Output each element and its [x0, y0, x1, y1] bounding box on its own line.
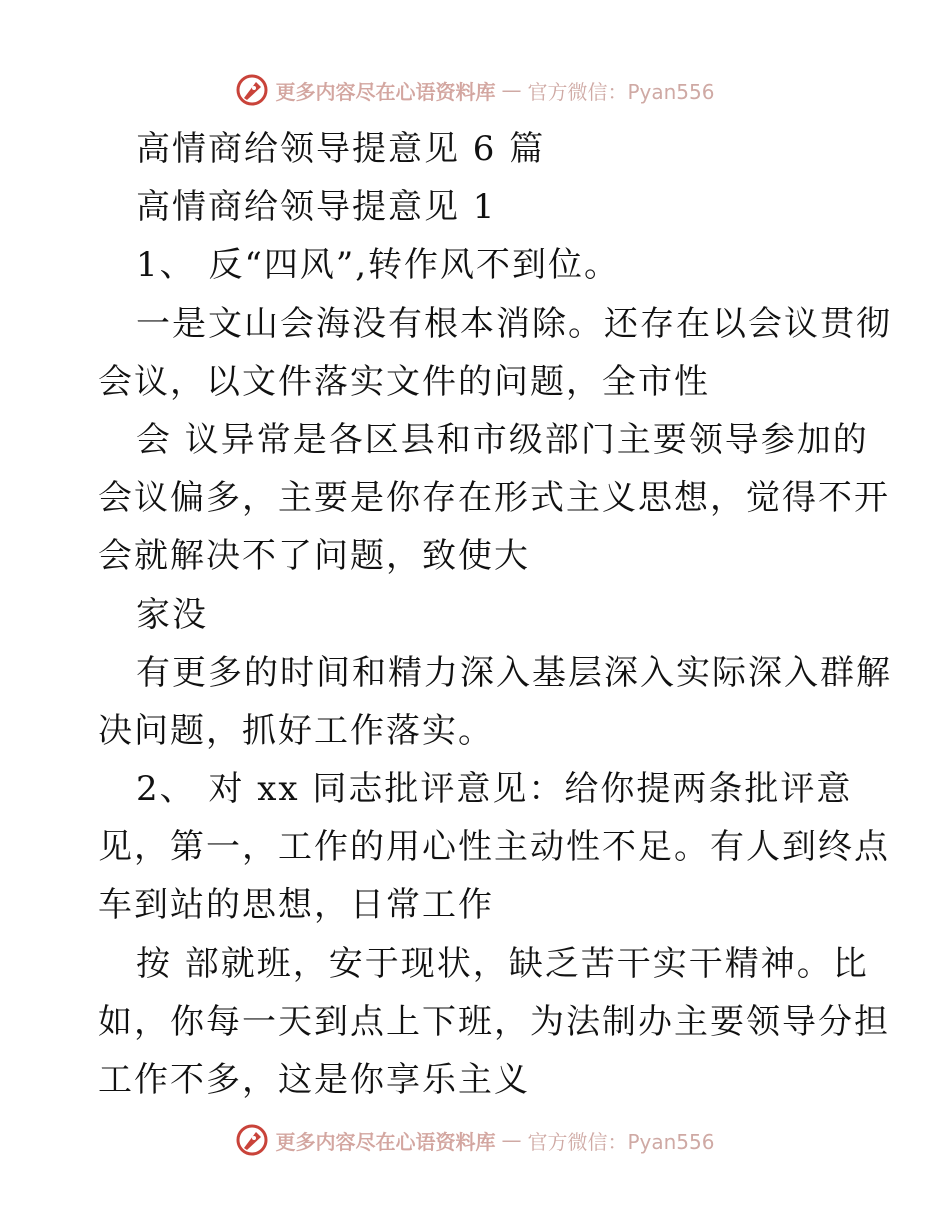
text-line: 有更多的时间和精力深入基层深入实际深入群解 [136, 652, 892, 693]
watermark-dash: — [501, 78, 522, 102]
text-line: 工作不多，这是你享乐主义 [98, 1060, 530, 1100]
watermark-wechat-text: 官方微信：Pyan556 [527, 1129, 715, 1154]
text-line: 会 议异常是各区县和市级部门主要领导参加的 [136, 419, 869, 460]
document-body [98, 120, 892, 1109]
watermark-group [235, 1123, 714, 1157]
text-line: 决问题，抓好工作落实。 [98, 710, 494, 751]
section-heading: 高情商给领导提意见 1 [136, 187, 497, 228]
text-line: 按 部就班，安于现状，缺乏苦干实干精神。比 [136, 943, 869, 984]
text-line: 车到站的思想，日常工作 [98, 885, 494, 926]
watermark-footer [0, 1120, 950, 1160]
watermark-wechat-text: 官方微信：Pyan556 [527, 79, 715, 104]
text-line: 如，你每一天到点上下班，为法制办主要领导分担 [98, 1001, 890, 1042]
watermark-group [235, 73, 714, 107]
text-line: 会议偏多，主要是你存在形式主义思想，觉得不开 [98, 478, 890, 519]
watermark-main-text: 更多内容尽在心语资料库 [275, 79, 496, 104]
pen-nib-logo-icon [235, 73, 269, 107]
watermark-main-text: 更多内容尽在心语资料库 [275, 1129, 496, 1154]
text-line: 家没 [136, 594, 208, 635]
pen-nib-logo-icon [235, 1123, 269, 1157]
watermark-header [0, 70, 950, 110]
text-line: 一是文山会海没有根本消除。还存在以会议贯彻 [136, 303, 892, 344]
document-title: 高情商给领导提意见 6 篇 [136, 129, 546, 169]
text-line: 2、 对 xx 同志批评意见：给你提两条批评意 [136, 769, 853, 810]
watermark-dash: — [501, 1128, 522, 1152]
text-line: 1、 反“四风”,转作风不到位。 [136, 245, 621, 286]
text-line: 会就解决不了问题，致使大 [98, 536, 530, 577]
text-line: 见，第一，工作的用心性主动性不足。有人到终点 [98, 827, 890, 868]
text-line: 会议，以文件落实文件的问题，全市性 [98, 361, 710, 402]
